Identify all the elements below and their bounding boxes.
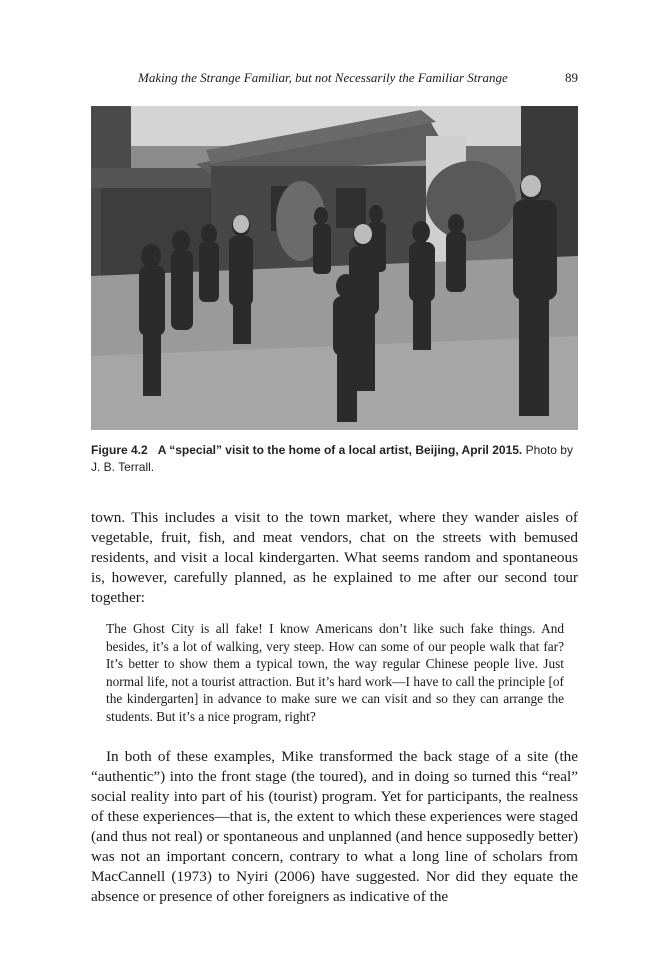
courtyard-photo-illustration <box>91 106 578 430</box>
figure-title: A “special” visit to the home of a local artist, Beijing, April 2015. <box>157 443 523 457</box>
block-quote: The Ghost City is all fake! I know Americans don’t like such fake things. And besides, it’s a lot of walking, very steep. How can some of our people walk that far? It’s better to show them a typical town, the way regular Chinese people live. Just normal life, not a tourist attraction. But it’s hard work—I have to call the principle [of the kindergarten] in advance to make sure we can visit and so they can arrange the students. But it’s a nice program, right? <box>106 621 564 724</box>
page-number: 89 <box>565 70 578 85</box>
figure-photo <box>91 106 578 430</box>
running-title: Making the Strange Familiar, but not Necessarily the Familiar Strange <box>138 70 508 85</box>
body-paragraph-2: In both of these examples, Mike transformed the back stage of a site (the “authentic”) into the front stage (the toured), and in doing so turned this “real” social reality into part of his (tourist) program. Yet for participants, the realness of these experiences—that is, the extent to which these experiences were staged (and thus not real) or spontaneous and unplanned (and hence supposedly better) was not an important concern, contrary to what a long line of scholars from MacCannell (1973) to Nyiri (2006) have suggested. Nor did they equate the absence or presence of other foreigners as indicative of the <box>91 748 578 905</box>
figure-caption <box>91 442 581 476</box>
figure-credit: Photo by J. B. Terrall. <box>91 443 573 474</box>
body-paragraph-1: town. This includes a visit to the town market, where they wander aisles of vegetable, fruit, fish, and meat vendors, chat on the streets with bemused residents, and visit a local kindergarten. What seems random and spontaneous is, however, carefully planned, as he explained to me after our second tour together: <box>91 509 578 606</box>
figure-label: Figure 4.2 <box>91 443 148 457</box>
